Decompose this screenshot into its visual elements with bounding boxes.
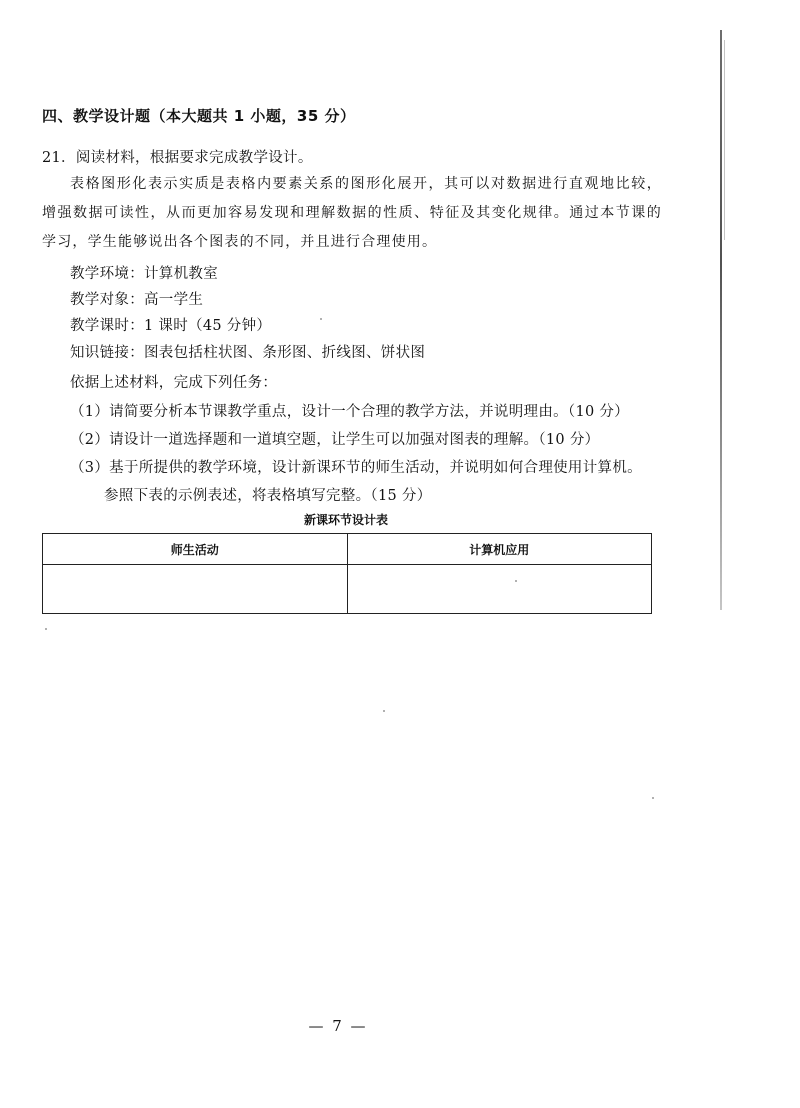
table-cell-activity: [43, 565, 348, 614]
scan-artifact-edge: [720, 30, 722, 610]
section-heading: 四、教学设计题（本大题共 1 小题，35 分）: [42, 107, 356, 125]
scan-speck: [320, 318, 322, 320]
table-cell-computer: [347, 565, 652, 614]
column-header-teacher-student-activity: 师生活动: [43, 534, 348, 565]
table-title: 新课环节设计表: [303, 513, 388, 527]
design-table: [42, 533, 652, 614]
task-item: （2）请设计一道选择题和一道填空题，让学生可以加强对图表的理解。（10 分）: [70, 432, 600, 448]
material-paragraph: 表格图形化表示实质是表格内要素关系的图形化展开，其可以对数据进行直观地比较，增强数据可读性，从而更加容易发现和理解数据的性质、特征及其变化规律。通过本节课的学习，学生能够说出各个图表的不同，并且进行合理使用。: [42, 176, 662, 250]
teaching-duration: 教学课时：1 课时（45 分钟）: [70, 318, 272, 334]
table-header-row: [43, 534, 652, 565]
column-header-computer-application: 计算机应用: [347, 534, 652, 565]
table-row: [43, 565, 652, 614]
teaching-audience: 教学对象：高一学生: [70, 292, 204, 308]
knowledge-link: 知识链接：图表包括柱状图、条形图、折线图、饼状图: [70, 345, 426, 361]
task-item-continuation: 参照下表的示例表述，将表格填写完整。（15 分）: [104, 488, 432, 504]
task-intro: 依据上述材料，完成下列任务：: [70, 375, 278, 391]
teaching-environment: 教学环境：计算机教室: [70, 266, 218, 282]
scan-speck: [45, 628, 47, 630]
scan-speck: [383, 710, 385, 712]
task-item: （3）基于所提供的教学环境，设计新课环节的师生活动，并说明如何合理使用计算机。: [70, 460, 642, 476]
scan-speck: [515, 580, 517, 582]
scan-artifact-edge-secondary: [724, 40, 725, 240]
scan-speck: [652, 797, 654, 799]
question-intro: 21．阅读材料，根据要求完成教学设计。: [42, 150, 313, 166]
task-item: （1）请简要分析本节课教学重点，设计一个合理的教学方法，并说明理由。（10 分）: [70, 404, 630, 420]
page-number: — 7 —: [308, 1017, 368, 1035]
